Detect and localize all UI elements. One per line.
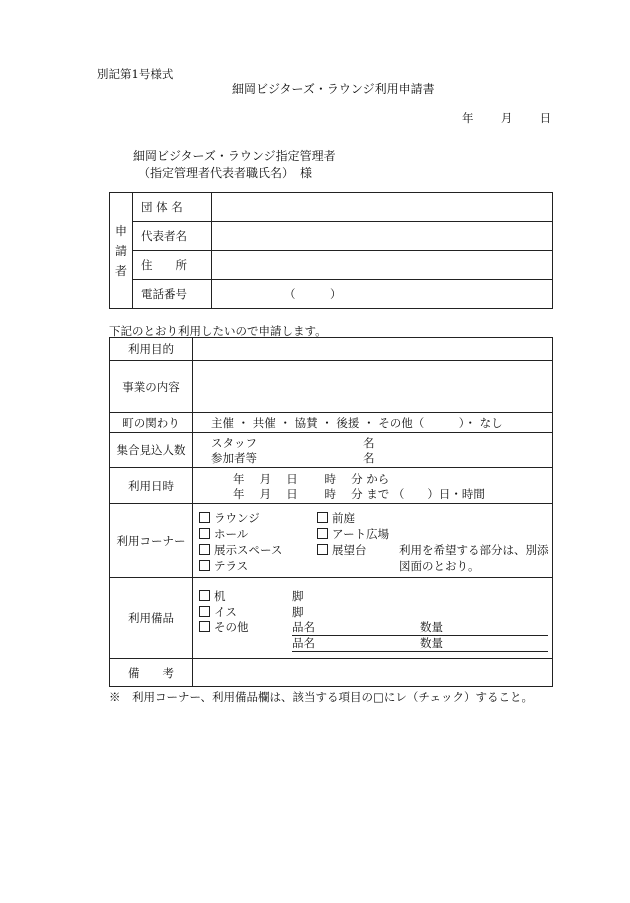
checkbox-icon[interactable] [199,621,210,632]
corner-option-art-plaza[interactable]: アート広場 [317,526,389,542]
applicant-group-label: 申 請 者 [110,193,133,309]
datetime-label: 利用日時 [110,468,193,504]
address-label: 住 所 [133,251,212,280]
corner-option-lounge[interactable]: ラウンジ [199,510,260,526]
checkbox-icon[interactable] [199,590,210,601]
date-line [462,110,551,126]
equipment-other[interactable]: その他 [199,619,249,635]
address-field[interactable] [212,251,553,280]
corner-note-1: 利用を希望する部分は、別添 [399,543,549,557]
applicant-table [109,192,553,309]
checkbox-icon[interactable] [317,512,328,523]
corner-note-2: 図面のとおり。 [399,559,480,573]
checkbox-icon[interactable] [317,544,328,555]
checkbox-icon[interactable] [317,528,328,539]
quantity-label-2: 数量 [420,636,443,650]
equipment-field [193,578,553,659]
date-month: 月 [500,111,513,125]
group-name-field[interactable] [212,193,553,222]
purpose-field[interactable] [193,338,553,361]
remarks-field[interactable] [193,659,553,687]
checkbox-icon[interactable] [199,606,210,617]
corner-option-exhibition-space[interactable]: 展示スペース [199,542,282,558]
group-name-label: 団 体 名 [133,193,212,222]
item-row-2[interactable] [292,635,548,652]
equipment-desk[interactable]: 机 [199,588,226,604]
participants-unit: 名 [363,451,375,465]
remarks-label: 備 考 [110,659,193,687]
attendance-label: 集合見込人数 [110,433,193,468]
purpose-label: 利用目的 [110,338,193,361]
item-name-label-2: 品名 [292,636,315,650]
details-table [109,337,553,687]
datetime-to: 年 月 日 時 分 まで （ ）日・時間 [233,487,485,501]
staff-label: スタッフ [211,436,257,450]
equipment-chair[interactable]: イス [199,604,237,620]
item-row-1[interactable] [292,619,548,636]
intro-text: 下記のとおり利用したいので申請します。 [109,324,327,338]
content-field[interactable] [193,361,553,413]
corner-field [193,504,553,578]
equipment-label: 利用備品 [110,578,193,659]
staff-unit: 名 [363,436,375,450]
phone-field[interactable]: （ ） [212,280,553,309]
equipment-desk-unit: 脚 [292,589,304,603]
representative-field[interactable] [212,222,553,251]
corner-option-hall[interactable]: ホール [199,526,248,542]
date-year: 年 [462,111,474,125]
quantity-label-1: 数量 [420,620,443,634]
phone-label: 電話番号 [133,280,212,309]
datetime-field[interactable] [193,468,553,504]
addressee-line2: （指定管理者代表者職氏名） 様 [138,166,313,180]
corner-option-front-garden[interactable]: 前庭 [317,510,355,526]
corner-label: 利用コーナー [110,504,193,578]
date-day: 日 [539,111,552,125]
item-name-label-1: 品名 [292,620,315,634]
addressee-line1: 細岡ビジターズ・ラウンジ指定管理者 [133,149,336,163]
footnote: ※ 利用コーナー、利用備品欄は、該当する項目の□にレ（チェック）すること。 [109,690,534,704]
checkbox-icon[interactable] [199,512,210,523]
form-code: 別記第1号様式 [97,67,174,81]
representative-label: 代表者名 [133,222,212,251]
involvement-label: 町の関わり [110,413,193,433]
corner-option-observation-deck[interactable]: 展望台 [317,542,367,558]
page-title: 細岡ビジターズ・ラウンジ利用申請書 [232,82,435,96]
participants-label: 参加者等 [211,451,257,465]
involvement-options[interactable]: 主催 ・ 共催 ・ 協賛 ・ 後援 ・ その他（ ）・ なし [193,413,553,433]
attendance-field[interactable] [193,433,553,468]
checkbox-icon[interactable] [199,560,210,571]
content-label: 事業の内容 [110,361,193,413]
corner-option-terrace[interactable]: テラス [199,558,248,574]
equipment-chair-unit: 脚 [292,605,304,619]
datetime-from: 年 月 日 時 分 から [233,472,390,486]
checkbox-icon[interactable] [199,528,210,539]
checkbox-icon[interactable] [199,544,210,555]
